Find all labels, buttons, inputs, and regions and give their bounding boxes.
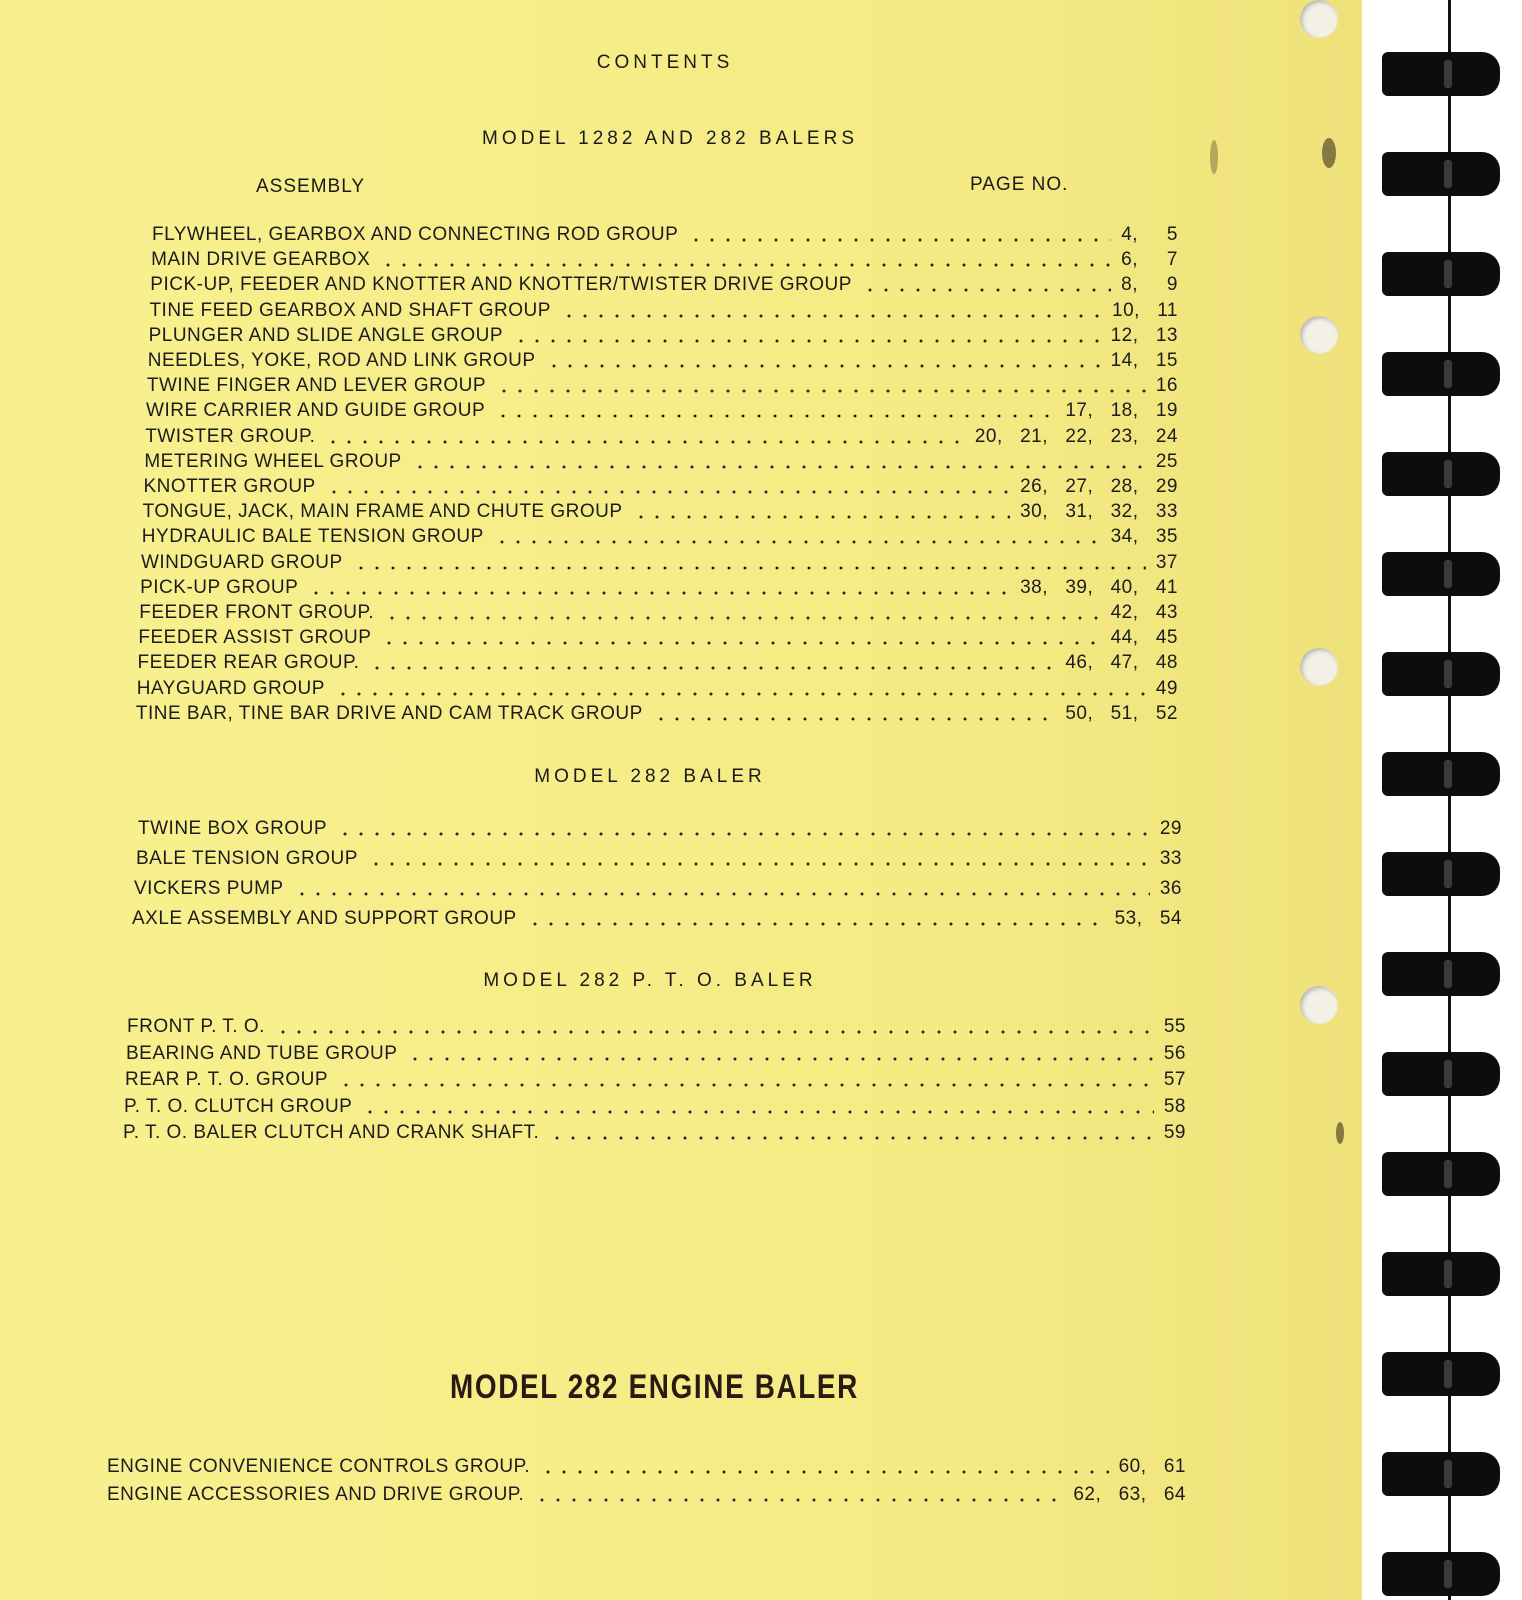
toc-entry-label: PICK-UP, FEEDER AND KNOTTER AND KNOTTER/TWISTER DRIVE GROUP (150, 274, 852, 296)
leader-dots (633, 515, 1011, 519)
binding-coil (1382, 452, 1500, 496)
leader-dots (384, 616, 1101, 620)
toc-entry-pages: 38, 39, 40, 41 (1020, 576, 1178, 598)
toc-entry (132, 908, 1182, 934)
punch-hole (1300, 648, 1338, 686)
toc-entry-pages: 10, 11 (1112, 299, 1178, 321)
binding-coil (1382, 952, 1500, 996)
toc-entry-label: MAIN DRIVE GEARBOX (151, 249, 371, 271)
toc-entry (148, 350, 1178, 376)
toc-entry-pages: 14, 15 (1110, 350, 1178, 371)
toc-entry-label: TWISTER GROUP. (145, 425, 316, 447)
toc-entry-label: METERING WHEEL GROUP (144, 450, 402, 472)
toc-entry-label: PLUNGER AND SLIDE ANGLE GROUP (148, 324, 504, 346)
binding-coil (1382, 852, 1500, 896)
page-smudge (1322, 138, 1336, 168)
binding-coil (1382, 1152, 1500, 1196)
toc-entry (145, 426, 1178, 452)
toc-entry-label: WINDGUARD GROUP (140, 551, 343, 573)
toc-entry (124, 1096, 1186, 1122)
toc-entry (143, 501, 1178, 527)
toc-entry (127, 1016, 1186, 1042)
toc-entry-label: HYDRAULIC BALE TENSION GROUP (141, 526, 484, 548)
toc-entry-pages: 37 (1155, 551, 1178, 573)
toc-entry-label: P. T. O. CLUTCH GROUP (124, 1095, 353, 1117)
leader-dots (496, 389, 1146, 393)
toc-entry-pages: 36 (1159, 878, 1182, 899)
toc-entry (125, 1069, 1186, 1095)
binding-coil (1382, 252, 1500, 296)
leader-dots (653, 717, 1056, 721)
toc-entry-pages: 25 (1155, 450, 1178, 472)
toc-entry (144, 476, 1179, 502)
leader-dots (862, 288, 1111, 292)
toc-entry (123, 1122, 1186, 1148)
toc-entry (107, 1484, 1186, 1510)
toc-entry-label: AXLE ASSEMBLY AND SUPPORT GROUP (132, 908, 517, 929)
toc-entry (151, 249, 1178, 275)
toc-entry-label: TINE BAR, TINE BAR DRIVE AND CAM TRACK GROUP (135, 702, 643, 724)
toc-entry-pages: 17, 18, 19 (1065, 400, 1178, 422)
toc-entry-pages: 49 (1155, 677, 1178, 699)
toc-entry (149, 325, 1178, 351)
leader-dots (546, 364, 1101, 368)
toc-entry (140, 577, 1178, 603)
toc-entry-label: HAYGUARD GROUP (136, 677, 325, 699)
toc-entry-label: FLYWHEEL, GEARBOX AND CONNECTING ROD GROUP (152, 224, 679, 245)
toc-entry-label: FEEDER REAR GROUP. (137, 652, 360, 674)
leader-dots (407, 1057, 1153, 1061)
toc-entry-pages: 42, 43 (1110, 602, 1178, 623)
leader-dots (294, 892, 1150, 896)
toc-entry-pages: 44, 45 (1110, 627, 1178, 649)
toc-entry-label: KNOTTER GROUP (143, 476, 316, 497)
toc-entry-pages: 62, 63, 64 (1073, 1484, 1186, 1505)
binding-coil (1382, 352, 1500, 396)
toc-entry-label: TWINE BOX GROUP (138, 818, 328, 839)
toc-entry-pages: 29 (1159, 818, 1182, 839)
toc-entry (142, 526, 1178, 552)
leader-dots (534, 1498, 1063, 1502)
leader-dots (381, 641, 1100, 645)
toc-entry (144, 451, 1178, 477)
section-heading: MODEL 1282 AND 282 BALERS (482, 128, 858, 149)
binding-coil (1382, 652, 1500, 696)
toc-entry-label: P. T. O. BALER CLUTCH AND CRANK SHAFT. (123, 1122, 540, 1143)
toc-entry (147, 375, 1178, 401)
toc-entry-label: TINE FEED GEARBOX AND SHAFT GROUP (149, 299, 551, 321)
toc-entry-label: REAR P. T. O. GROUP (125, 1069, 329, 1090)
contents-heading: CONTENTS (596, 52, 734, 73)
toc-entry (136, 848, 1182, 874)
leader-dots (369, 666, 1055, 670)
toc-entry (138, 627, 1178, 653)
leader-dots (561, 314, 1102, 318)
binding-coil (1382, 752, 1500, 796)
leader-dots (688, 238, 1111, 242)
toc-entry-label: FEEDER FRONT GROUP. (139, 602, 374, 623)
toc-entry-label: TWINE FINGER AND LEVER GROUP (146, 375, 487, 397)
binding-coil (1382, 1452, 1500, 1496)
engine-baler-heading: MODEL 282 ENGINE BALER (450, 1368, 859, 1406)
leader-dots (326, 490, 1010, 494)
leader-dots (494, 540, 1101, 544)
toc-entry-label: NEEDLES, YOKE, ROD AND LINK GROUP (147, 350, 536, 371)
toc-entry-pages: 50, 51, 52 (1065, 702, 1178, 724)
toc-entry-pages: 8, 9 (1121, 274, 1178, 296)
toc-entry (138, 818, 1182, 844)
toc-entry (107, 1456, 1186, 1482)
toc-entry-pages: 60, 61 (1118, 1456, 1186, 1477)
toc-entry-pages: 56 (1163, 1042, 1186, 1064)
toc-entry-pages: 30, 31, 32, 33 (1020, 501, 1178, 523)
binding-coil (1382, 1552, 1500, 1596)
toc-entry (136, 703, 1178, 729)
section-heading: MODEL 282 BALER (534, 766, 766, 787)
toc-entry (152, 224, 1178, 250)
leader-dots (353, 566, 1146, 570)
toc-entry (138, 652, 1178, 678)
toc-entry-pages: 6, 7 (1121, 249, 1178, 271)
toc-entry-pages: 53, 54 (1114, 908, 1182, 929)
toc-entry-label: WIRE CARRIER AND GUIDE GROUP (146, 400, 486, 422)
toc-entry-label: BALE TENSION GROUP (136, 848, 358, 869)
toc-entry-pages: 34, 35 (1110, 526, 1178, 548)
leader-dots (335, 692, 1146, 696)
toc-entry-pages: 26, 27, 28, 29 (1020, 476, 1178, 497)
punch-hole (1300, 316, 1338, 354)
binding-coil (1382, 1052, 1500, 1096)
leader-dots (549, 1136, 1154, 1140)
toc-entry-pages: 57 (1163, 1069, 1186, 1090)
toc-entry-pages: 46, 47, 48 (1065, 652, 1178, 674)
binding-coil (1382, 152, 1500, 196)
toc-entry-pages: 59 (1163, 1122, 1186, 1143)
toc-entry-label: FRONT P. T. O. (127, 1016, 265, 1037)
assembly-column-header: ASSEMBLY (256, 176, 366, 197)
toc-entry-label: ENGINE ACCESSORIES AND DRIVE GROUP. (107, 1484, 525, 1505)
leader-dots (325, 440, 964, 444)
page-smudge (1210, 140, 1218, 174)
page-no-column-header: PAGE NO. (970, 174, 1069, 195)
leader-dots (338, 1083, 1154, 1087)
toc-entry (126, 1043, 1186, 1069)
toc-entry-pages: 33 (1159, 848, 1182, 869)
punch-hole (1300, 986, 1338, 1024)
toc-entry (150, 274, 1178, 300)
toc-entry (137, 678, 1178, 704)
toc-entry (139, 602, 1178, 628)
toc-entry-pages: 20, 21, 22, 23, 24 (974, 425, 1178, 447)
toc-entry-pages: 55 (1163, 1016, 1186, 1037)
leader-dots (513, 339, 1101, 343)
binding-coil (1382, 1352, 1500, 1396)
toc-entry (141, 552, 1178, 578)
leader-dots (337, 832, 1150, 836)
toc-entry-pages: 12, 13 (1110, 324, 1178, 346)
toc-entry (134, 878, 1182, 904)
toc-entry (146, 400, 1178, 426)
binding-coil (1382, 552, 1500, 596)
toc-entry-label: BEARING AND TUBE GROUP (126, 1042, 398, 1064)
toc-entry-pages: 16 (1155, 375, 1178, 397)
leader-dots (308, 591, 1010, 595)
binding-coil (1382, 52, 1500, 96)
toc-entry-pages: 4, 5 (1121, 224, 1178, 245)
leader-dots (540, 1470, 1109, 1474)
binding-coil (1382, 1252, 1500, 1296)
leader-dots (527, 922, 1105, 926)
toc-entry-label: ENGINE CONVENIENCE CONTROLS GROUP. (107, 1456, 531, 1477)
toc-entry (149, 300, 1178, 326)
leader-dots (368, 862, 1150, 866)
leader-dots (495, 414, 1055, 418)
leader-dots (275, 1030, 1154, 1034)
toc-entry-label: PICK-UP GROUP (140, 576, 299, 598)
toc-entry-label: TONGUE, JACK, MAIN FRAME AND CHUTE GROUP (142, 501, 623, 523)
leader-dots (412, 465, 1146, 469)
toc-entry-pages: 58 (1163, 1095, 1186, 1117)
leader-dots (380, 263, 1111, 267)
page-smudge (1336, 1122, 1344, 1144)
leader-dots (362, 1110, 1154, 1114)
toc-entry-label: FEEDER ASSIST GROUP (138, 627, 372, 649)
section-heading: MODEL 282 P. T. O. BALER (483, 970, 817, 991)
toc-entry-label: VICKERS PUMP (134, 878, 284, 899)
punch-hole (1300, 0, 1338, 38)
